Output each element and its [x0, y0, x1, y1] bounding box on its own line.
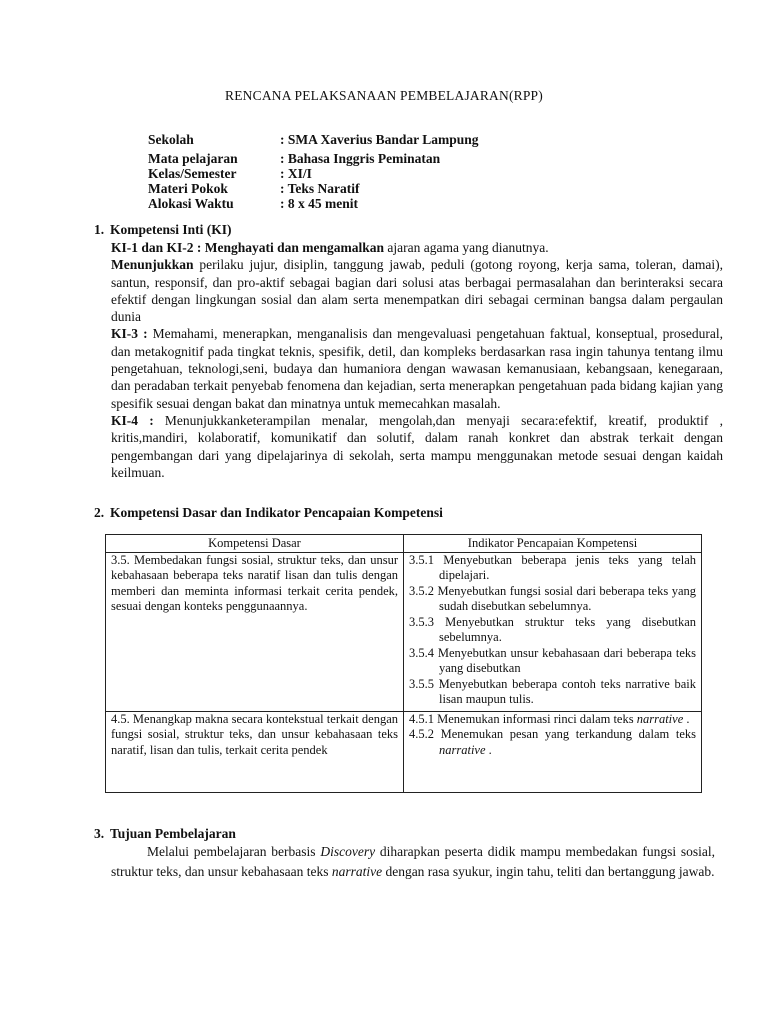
identity-block — [148, 132, 479, 211]
info-value: : SMA Xaverius Bandar Lampung — [280, 132, 479, 147]
indicator-item: 3.5.5 Menyebutkan beberapa contoh teks narrative baik lisan maupun tulis. — [409, 676, 696, 706]
indicator-item: 3.5.4 Menyebutkan unsur kebahasaan dari beberapa teks yang disebutkan — [409, 645, 696, 675]
indicator-suffix: . — [485, 742, 492, 757]
kd-cell: 4.5. Menangkap makna secara kontekstual terkait dengan fungsi sosial, struktur teks, dan unsur kebahasaan teks naratif, lisan dan tulis, terkait cerita pendek — [106, 711, 404, 792]
section-heading-ki — [94, 222, 232, 238]
tujuan-emphasis: narrative — [331, 863, 383, 879]
section-number: 1. — [94, 222, 105, 237]
indicator-item — [409, 712, 696, 728]
header-indikator: Indikator Pencapaian Kompetensi — [404, 535, 702, 553]
info-label: Kelas/Semester — [148, 166, 237, 181]
indicator-item: 3.5.1 Menyebutkan beberapa jenis teks yang telah dipelajari. — [409, 552, 696, 582]
info-row-sekolah — [148, 132, 479, 147]
table-row — [106, 711, 702, 792]
ki-body — [111, 239, 723, 481]
ki12-text: ajaran agama yang dianutnya. — [384, 240, 549, 255]
menunjukkan-text: perilaku jujur, disiplin, tanggung jawab, peduli (gotong royong, kerja sama, toleran, damai), santun, responsif, dan pro-aktif sebagai bagian dari solusi atas berbagai permasalahan dan berinteraksi secara efektif dengan lingkungan sosial dan alam serta menempatkan diri sebagai cerminan bangsa dalam pergaulan dunia — [111, 257, 723, 325]
kd-cell: 3.5. Membedakan fungsi sosial, struktur teks, dan unsur kebahasaan beberapa teks naratif lisan dan tulis dengan memberi dan meminta informasi terkait cerita pendek, sesuai dengan konteks penggunaannya. — [106, 552, 404, 711]
indicator-text: 4.5.1 Menemukan informasi rinci dalam teks — [409, 711, 637, 726]
indicator-cell — [404, 711, 702, 792]
ki12-paragraph — [111, 239, 723, 256]
indicator-emphasis: narrative — [636, 711, 684, 726]
section-number: 2. — [94, 505, 105, 520]
table-header-row — [106, 535, 702, 553]
indicator-item: 3.5.2 Menyebutkan fungsi sosial dari beberapa teks yang sudah disebutkan sebelumnya. — [409, 583, 696, 613]
indicator-emphasis: narrative — [439, 742, 486, 757]
ki3-text: Memahami, menerapkan, menganalisis dan mengevaluasi pengetahuan faktual, konseptual, prosedural, dan metakognitif pada tingkat teknis, spesifik, detil, dan kompleks berdasarkan rasa ingin tahunya tentang ilmu pengetahuan, teknologi,seni, budaya dan humaniora dengan wawasan kemanusiaan, kebangsaan, kenegaraan, dan peradaban terkait penyebab fenomena dan kejadian, serta menerapkan pengetahuan pada bidang kajian yang spesifik sesuai dengan bakat dan minatnya untuk memecahkan masalah. — [111, 326, 723, 411]
info-label: Alokasi Waktu — [148, 196, 234, 211]
ki12-label: KI-1 dan KI-2 : Menghayati dan mengamalkan — [111, 240, 385, 255]
info-label: Materi Pokok — [148, 181, 228, 196]
info-value: : 8 x 45 menit — [280, 196, 358, 211]
section-title: Kompetensi Dasar dan Indikator Pencapaian Kompetensi — [110, 505, 443, 520]
menunjukkan-label: Menunjukkan — [111, 257, 194, 273]
indicator-item — [409, 727, 696, 758]
ki4-label: KI-4 : — [111, 412, 154, 428]
info-value: : Teks Naratif — [280, 181, 360, 196]
tujuan-emphasis: Discovery — [320, 844, 376, 859]
tujuan-text: dengan rasa syukur, ingin tahu, teliti dan bertanggung jawab. — [382, 863, 715, 879]
indicator-text: 4.5.2 Menemukan pesan yang terkandung dalam teks — [409, 727, 696, 741]
info-label: Sekolah — [148, 132, 194, 147]
document-title: RENCANA PELAKSANAAN PEMBELAJARAN(RPP) — [225, 88, 543, 103]
info-row-materi-pokok — [148, 181, 479, 196]
menunjukkan-paragraph — [111, 256, 723, 325]
section-title: Tujuan Pembelajaran — [110, 826, 236, 841]
section-title: Kompetensi Inti (KI) — [110, 222, 232, 237]
info-value: : XI/I — [280, 166, 312, 181]
info-value: : Bahasa Inggris Peminatan — [280, 151, 441, 166]
info-row-alokasi-waktu — [148, 196, 479, 211]
ki4-text: Menunjukkanketerampilan menalar, mengolah,dan menyaji secara:efektif, kreatif, produktif , kritis,mandiri, kolaboratif, komunikatif dan solutif, dalam ranah konkret dan abstrak terkait dengan pengembangan dari yang dipelajarinya di sekolah, serta mampu menggunakan metode sesuai dengan kaidah keilmuan. — [111, 412, 723, 480]
tujuan-text: diharapkan peserta didik mampu membedakan fungsi sosial, struktur teks, dan unsur kebahasaan teks — [111, 844, 716, 879]
section-heading-kd — [94, 505, 443, 521]
info-row-mata-pelajaran — [148, 151, 479, 166]
tujuan-paragraph — [111, 842, 715, 881]
section-heading-tujuan — [94, 826, 236, 842]
table-row — [106, 552, 702, 711]
indicator-item: 3.5.3 Menyebutkan struktur teks yang disebutkan sebelumnya. — [409, 614, 696, 644]
section-number: 3. — [94, 826, 105, 841]
indicator-suffix: . — [683, 711, 690, 726]
ki4-paragraph — [111, 412, 723, 481]
ki3-label: KI-3 : — [111, 326, 148, 342]
tujuan-body — [111, 842, 715, 881]
indicator-cell — [404, 552, 702, 711]
tujuan-text: Melalui pembelajaran berbasis — [147, 844, 321, 859]
header-kompetensi-dasar: Kompetensi Dasar — [106, 535, 404, 553]
competency-table — [105, 534, 702, 793]
info-row-kelas-semester — [148, 166, 479, 181]
ki3-paragraph — [111, 325, 723, 411]
info-label: Mata pelajaran — [148, 151, 238, 166]
